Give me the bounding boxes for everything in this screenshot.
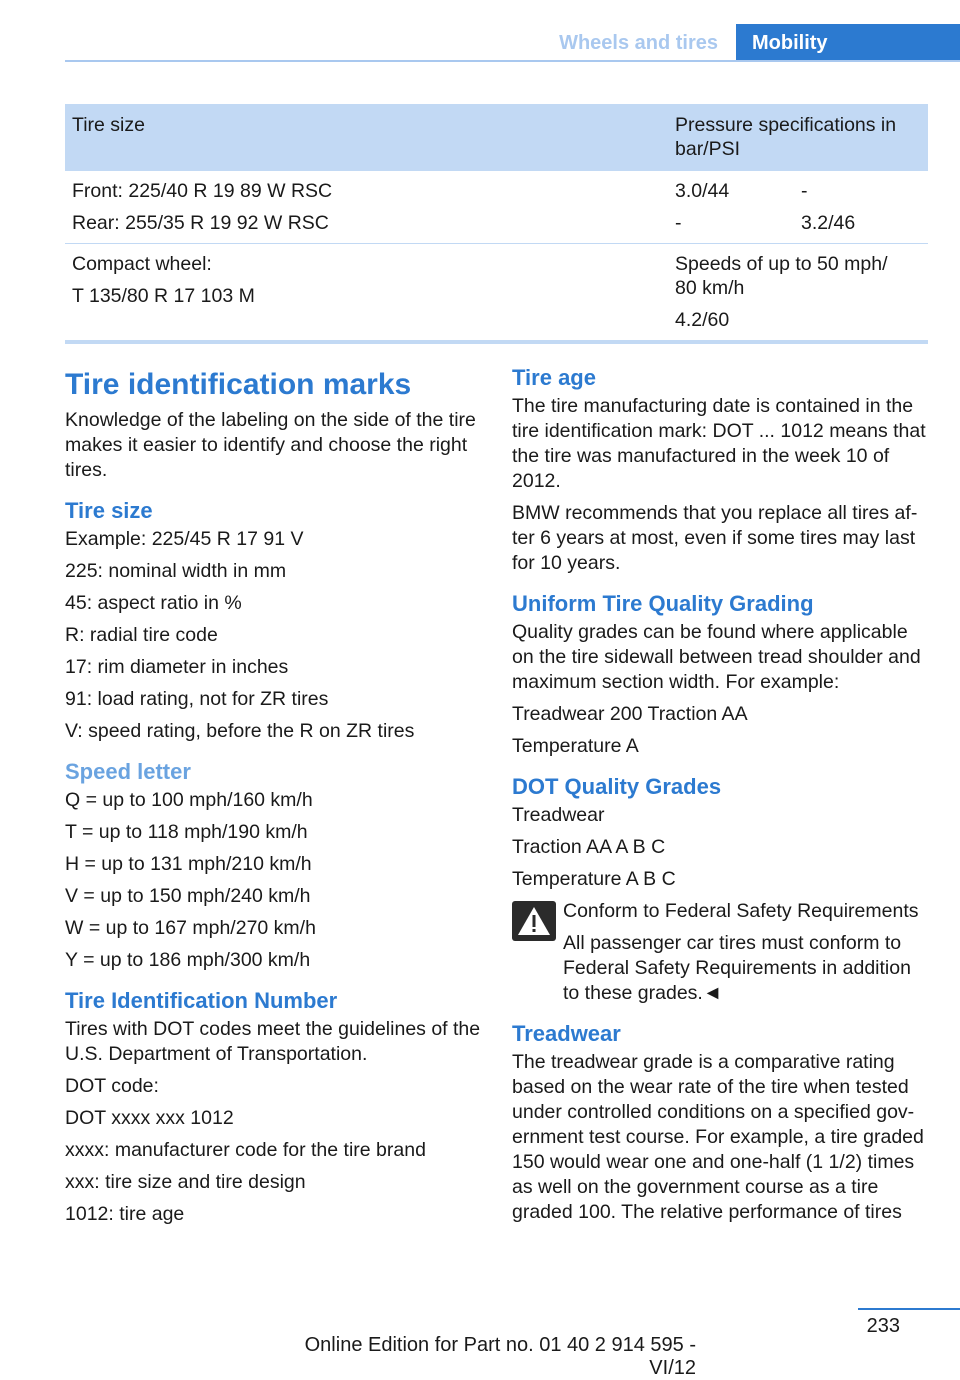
list-item: Example: 225/45 R 17 91 V [65, 528, 304, 550]
list-item: Treadwear [512, 804, 605, 826]
pressure-table [65, 104, 928, 344]
list-item: xxxx: manufacturer code for the tire brand [65, 1139, 426, 1161]
table-cell-pressure [668, 244, 928, 343]
list-item: T = up to 118 mph/190 km/h [65, 821, 308, 843]
table-cell-size [65, 244, 668, 343]
list-item: V: speed rating, before the R on ZR tires [65, 720, 415, 742]
cell-line: Compact wheel: [72, 253, 212, 275]
list-item: DOT code: [65, 1075, 159, 1097]
table-row [65, 171, 928, 244]
cell-line: T 135/80 R 17 103 M [72, 285, 255, 307]
paragraph: BMW recommends that you replace all tires af-ter 6 years at most, even if some tires may last for 10 years. [512, 502, 918, 574]
page-header [0, 0, 960, 62]
list-item: Temperature A B C [512, 868, 676, 890]
section-title: Tire identification marks [65, 368, 412, 401]
chapter-tab[interactable]: Mobility [736, 24, 960, 62]
table-header-pressure: Pressure specifications in bar/PSI [668, 104, 928, 171]
list-item: R: radial tire code [65, 624, 218, 646]
cell-line: Rear: 255/35 R 19 92 W RSC [72, 212, 329, 234]
table-header-tire-size: Tire size [65, 104, 668, 171]
paragraph: The tire manufacturing date is contained in the tire identification mark: DOT ... 1012 means that the tire was manufactured in the week 10 of 2012. [512, 395, 926, 492]
list-item: 91: load rating, not for ZR tires [65, 688, 329, 710]
list-item: xxx: tire size and tire design [65, 1171, 306, 1193]
warning-triangle-icon [512, 901, 556, 941]
list-item: 45: aspect ratio in % [65, 592, 242, 614]
utqg-heading: Uniform Tire Quality Grading [512, 591, 814, 616]
list-item: H = up to 131 mph/210 km/h [65, 853, 312, 875]
paragraph: Treadwear 200 Traction AA [512, 703, 748, 725]
list-item: Traction AA A B C [512, 836, 666, 858]
cell-line: 3.0/44 [675, 180, 730, 202]
cell-line: - [801, 180, 808, 202]
cell-line: 4.2/60 [675, 309, 730, 331]
footer-rule [858, 1308, 960, 1310]
list-item: DOT xxxx xxx 1012 [65, 1107, 234, 1129]
treadwear-heading: Treadwear [512, 1021, 621, 1046]
list-item: 1012: tire age [65, 1203, 185, 1225]
right-column [512, 360, 932, 1232]
paragraph: The treadwear grade is a comparative rating based on the wear rate of the tire when tested under controlled conditions on a specified gov-ernment test course. For example, a tire graded 150 would wear one and one-half (1 1/2) times as well on the government course as a tire graded 100. The relative performance of tires [512, 1051, 924, 1223]
edition-note: Online Edition for Part no. 01 40 2 914 595 - VI/12 [304, 1334, 696, 1379]
list-item: V = up to 150 mph/240 km/h [65, 885, 311, 907]
warning-title: Conform to Federal Safety Requirements [563, 900, 919, 922]
page-number: 233 [866, 1315, 900, 1337]
speed-letter-heading: Speed letter [65, 759, 191, 784]
table-cell-pressure-rear [794, 171, 928, 244]
tire-age-heading: Tire age [512, 365, 596, 390]
paragraph: Temperature A [512, 735, 639, 757]
warning-body: All passenger car tires must conform to Federal Safety Requirements in addition to these grades.◄ [563, 932, 911, 1004]
list-item: 17: rim diameter in inches [65, 656, 289, 678]
table-header-row [65, 104, 928, 171]
header-rule [65, 60, 960, 62]
cell-line: 3.2/46 [801, 212, 856, 234]
table-cell-pressure-front [668, 171, 794, 244]
list-item: W = up to 167 mph/270 km/h [65, 917, 316, 939]
section-tab[interactable]: Wheels and tires [559, 32, 718, 54]
cell-line: Speeds of up to 50 mph/ 80 km/h [675, 253, 888, 299]
warning-block [512, 899, 932, 1006]
tin-heading: Tire Identification Number [65, 988, 338, 1013]
cell-line: Front: 225/40 R 19 89 W RSC [72, 180, 333, 202]
list-item: Y = up to 186 mph/300 km/h [65, 949, 311, 971]
table-cell-size [65, 171, 668, 244]
paragraph: Quality grades can be found where applicable on the tire sidewall between tread shoulder and maximum section width. For example: [512, 621, 921, 693]
table-row [65, 244, 928, 343]
left-column [65, 360, 485, 1234]
list-item: Tires with DOT codes meet the guidelines of the U.S. Department of Transportation. [65, 1018, 481, 1065]
tire-size-heading: Tire size [65, 498, 153, 523]
cell-line: - [675, 212, 682, 234]
list-item: 225: nominal width in mm [65, 560, 287, 582]
intro-paragraph: Knowledge of the labeling on the side of the tire makes it easier to identify and choose the right tires. [65, 409, 476, 481]
dot-grades-heading: DOT Quality Grades [512, 774, 722, 799]
list-item: Q = up to 100 mph/160 km/h [65, 789, 313, 811]
